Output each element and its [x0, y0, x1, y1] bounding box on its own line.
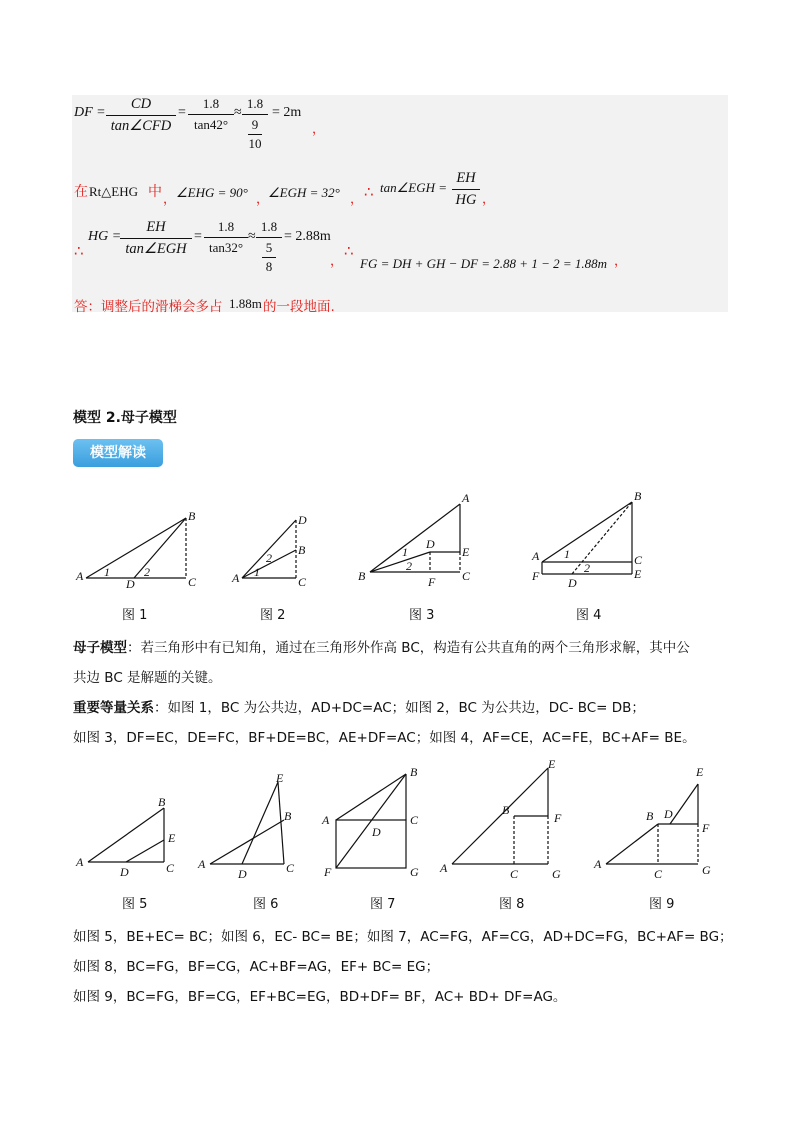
figure-1 [74, 508, 204, 590]
df-fraction-2 [188, 96, 234, 133]
figure-6 [196, 770, 306, 885]
fg-expression: FG = DH + GH − DF = 2.88 + 1 − 2 = 1.88m [360, 256, 608, 271]
figure-7 [320, 764, 430, 884]
therefore: ∴ [344, 242, 354, 260]
rt-triangle: Rt△EHG [89, 184, 138, 199]
comma: ， [312, 122, 326, 137]
figure-6-caption: 图 6 [253, 897, 279, 912]
hg-lhs: HG = [88, 229, 122, 244]
frac-num: CD [130, 96, 152, 112]
figure-4 [528, 490, 658, 590]
frac-num: 1.8 [260, 219, 278, 234]
svg-text:F: F [324, 865, 332, 879]
angle-egh: ∠EGH = 32° [268, 185, 340, 200]
therefore: ∴ [74, 242, 84, 260]
comma: ， [614, 254, 628, 269]
svg-text:1: 1 [402, 545, 408, 559]
svg-text:G: G [702, 863, 711, 877]
svg-text:D: D [120, 865, 129, 879]
paragraph-equal-relations [73, 696, 645, 716]
svg-text:B: B [410, 765, 418, 779]
figure-7-caption: 图 7 [370, 897, 396, 912]
label: 母子模型 [73, 640, 127, 656]
frac-num: EH [146, 219, 166, 235]
svg-text:C: C [188, 575, 197, 589]
svg-text:B: B [646, 809, 654, 823]
figure-8 [438, 754, 588, 884]
approx: ≈ [234, 105, 242, 120]
section-title: 模型 2.母子模型 [73, 410, 177, 426]
svg-text:D: D [238, 867, 247, 881]
comma: ， [350, 192, 364, 207]
figure-9-caption: 图 9 [649, 897, 675, 912]
comma: ， [256, 192, 270, 207]
svg-text:C: C [634, 553, 643, 567]
svg-text:C: C [510, 867, 519, 881]
frac-num: EH [456, 170, 476, 186]
figure-8-caption: 图 8 [499, 897, 525, 912]
svg-text:F: F [554, 811, 562, 825]
svg-text:1: 1 [104, 565, 110, 579]
frac-num: 1.8 [202, 96, 220, 111]
hg-result: = 2.88m [284, 229, 331, 244]
frac-den: tan∠EGH [125, 241, 187, 257]
svg-text:E: E [696, 765, 704, 779]
figure-5 [74, 792, 194, 882]
figure-2-caption: 图 2 [260, 608, 286, 623]
inner-den: 10 [248, 136, 262, 151]
figure-3-caption: 图 3 [409, 608, 435, 623]
paragraph-fig5-fig7: 如图 5，BE+EC= BC；如图 6，EC- BC= BE；如图 7，AC=FG，AF=CG，AD+DC=FG，BC+AF= BG； [73, 929, 733, 945]
in-word: 在 [74, 184, 88, 200]
df-fraction-3 [242, 96, 268, 152]
svg-text:B: B [358, 569, 366, 583]
svg-text:B: B [502, 803, 510, 817]
tan-egh-fraction [452, 170, 480, 209]
inner-num: 9 [251, 117, 259, 132]
df-lhs: DF = [74, 105, 106, 120]
svg-text:D: D [126, 577, 135, 590]
svg-text:1: 1 [564, 547, 570, 561]
svg-text:C: C [298, 575, 307, 589]
equals: = [178, 105, 186, 120]
svg-text:D: D [568, 576, 577, 590]
figure-4-caption: 图 4 [576, 608, 602, 623]
svg-text:E: E [548, 757, 556, 771]
approx: ≈ [248, 229, 256, 244]
comma: ， [163, 192, 177, 207]
figure-1-caption: 图 1 [122, 608, 148, 623]
svg-text:G: G [410, 865, 419, 879]
svg-text:E: E [634, 567, 642, 581]
svg-text:A: A [322, 813, 330, 827]
svg-text:F: F [532, 569, 540, 583]
svg-text:A: A [76, 855, 84, 869]
figure-2 [230, 510, 320, 590]
svg-text:B: B [634, 490, 642, 503]
label: 重要等量关系 [73, 700, 154, 716]
comma: ， [482, 192, 496, 207]
svg-text:D: D [664, 807, 673, 821]
paragraph-fig9: 如图 9，BC=FG，BF=CG，EF+BC=EG，BD+DF= BF，AC+ BD+ DF=AG。 [73, 989, 567, 1005]
model-reading-badge: 模型解读 [73, 439, 163, 467]
figure-9 [592, 760, 732, 884]
svg-text:D: D [372, 825, 381, 839]
svg-text:A: A [76, 569, 84, 583]
answer-suffix: 的一段地面. [263, 299, 335, 315]
svg-text:D: D [298, 513, 307, 527]
svg-text:B: B [298, 543, 306, 557]
svg-text:E: E [276, 771, 284, 785]
svg-text:C: C [462, 569, 471, 583]
answer-prefix: 答：调整后的滑梯会多占 [74, 299, 223, 315]
text: ：如图 1，BC 为公共边，AD+DC=AC；如图 2，BC 为公共边，DC- BC= DB； [154, 700, 645, 716]
svg-text:2: 2 [144, 565, 150, 579]
paragraph-mother-child-model [73, 636, 690, 656]
figure-3 [356, 492, 486, 592]
svg-text:A: A [594, 857, 602, 871]
svg-text:E: E [168, 831, 176, 845]
svg-text:G: G [552, 867, 561, 881]
svg-text:B: B [188, 509, 196, 523]
tan-egh-lhs: tan∠EGH = [380, 180, 448, 195]
svg-text:A: A [532, 549, 540, 563]
frac-den: HG [455, 192, 477, 208]
frac-num: 1.8 [217, 219, 235, 234]
hg-fraction-1 [120, 219, 192, 258]
hg-fraction-3 [256, 219, 282, 275]
df-fraction-1 [106, 96, 176, 135]
svg-text:C: C [410, 813, 419, 827]
frac-den: tan32° [208, 240, 244, 255]
svg-text:A: A [440, 861, 448, 875]
svg-text:B: B [158, 795, 166, 809]
text: ：若三角形中有已知角，通过在三角形外作高 BC，构造有公共直角的两个三角形求解，其中公 [127, 640, 690, 656]
svg-text:A: A [462, 492, 470, 505]
svg-text:F: F [428, 575, 436, 589]
svg-text:D: D [426, 537, 435, 551]
svg-text:A: A [232, 571, 240, 585]
svg-text:2: 2 [406, 559, 412, 573]
frac-den: tan∠CFD [110, 118, 172, 134]
svg-text:2: 2 [266, 551, 272, 565]
comma: ， [330, 254, 344, 269]
inner-den: 8 [265, 259, 273, 274]
paragraph-mother-child-model-2: 共边 BC 是解题的关键。 [73, 670, 222, 686]
svg-text:C: C [166, 861, 175, 875]
answer-value: 1.88m [229, 296, 262, 311]
svg-text:2: 2 [584, 561, 590, 575]
equals: = [194, 229, 202, 244]
inner-num: 5 [265, 240, 273, 255]
svg-text:1: 1 [254, 565, 260, 579]
svg-text:A: A [198, 857, 206, 871]
paragraph-fig8: 如图 8，BC=FG，BF=CG，AC+BF=AG，EF+ BC= EG； [73, 959, 440, 975]
hg-fraction-2 [204, 219, 248, 256]
frac-num: 1.8 [246, 96, 264, 111]
figure-5-caption: 图 5 [122, 897, 148, 912]
svg-text:E: E [462, 545, 470, 559]
svg-text:B: B [284, 809, 292, 823]
angle-ehg: ∠EHG = 90° [176, 185, 248, 200]
zhong: 中 [148, 184, 162, 200]
svg-text:F: F [702, 821, 710, 835]
therefore: ∴ [364, 183, 374, 201]
df-result: = 2m [272, 105, 302, 120]
svg-text:C: C [286, 861, 295, 875]
svg-text:C: C [654, 867, 663, 881]
frac-den: tan42° [193, 117, 229, 132]
paragraph-fig3-fig4: 如图 3，DF=EC，DE=FC，BF+DE=BC，AE+DF=AC；如图 4，AF=CE，AC=FE，BC+AF= BE。 [73, 730, 696, 746]
